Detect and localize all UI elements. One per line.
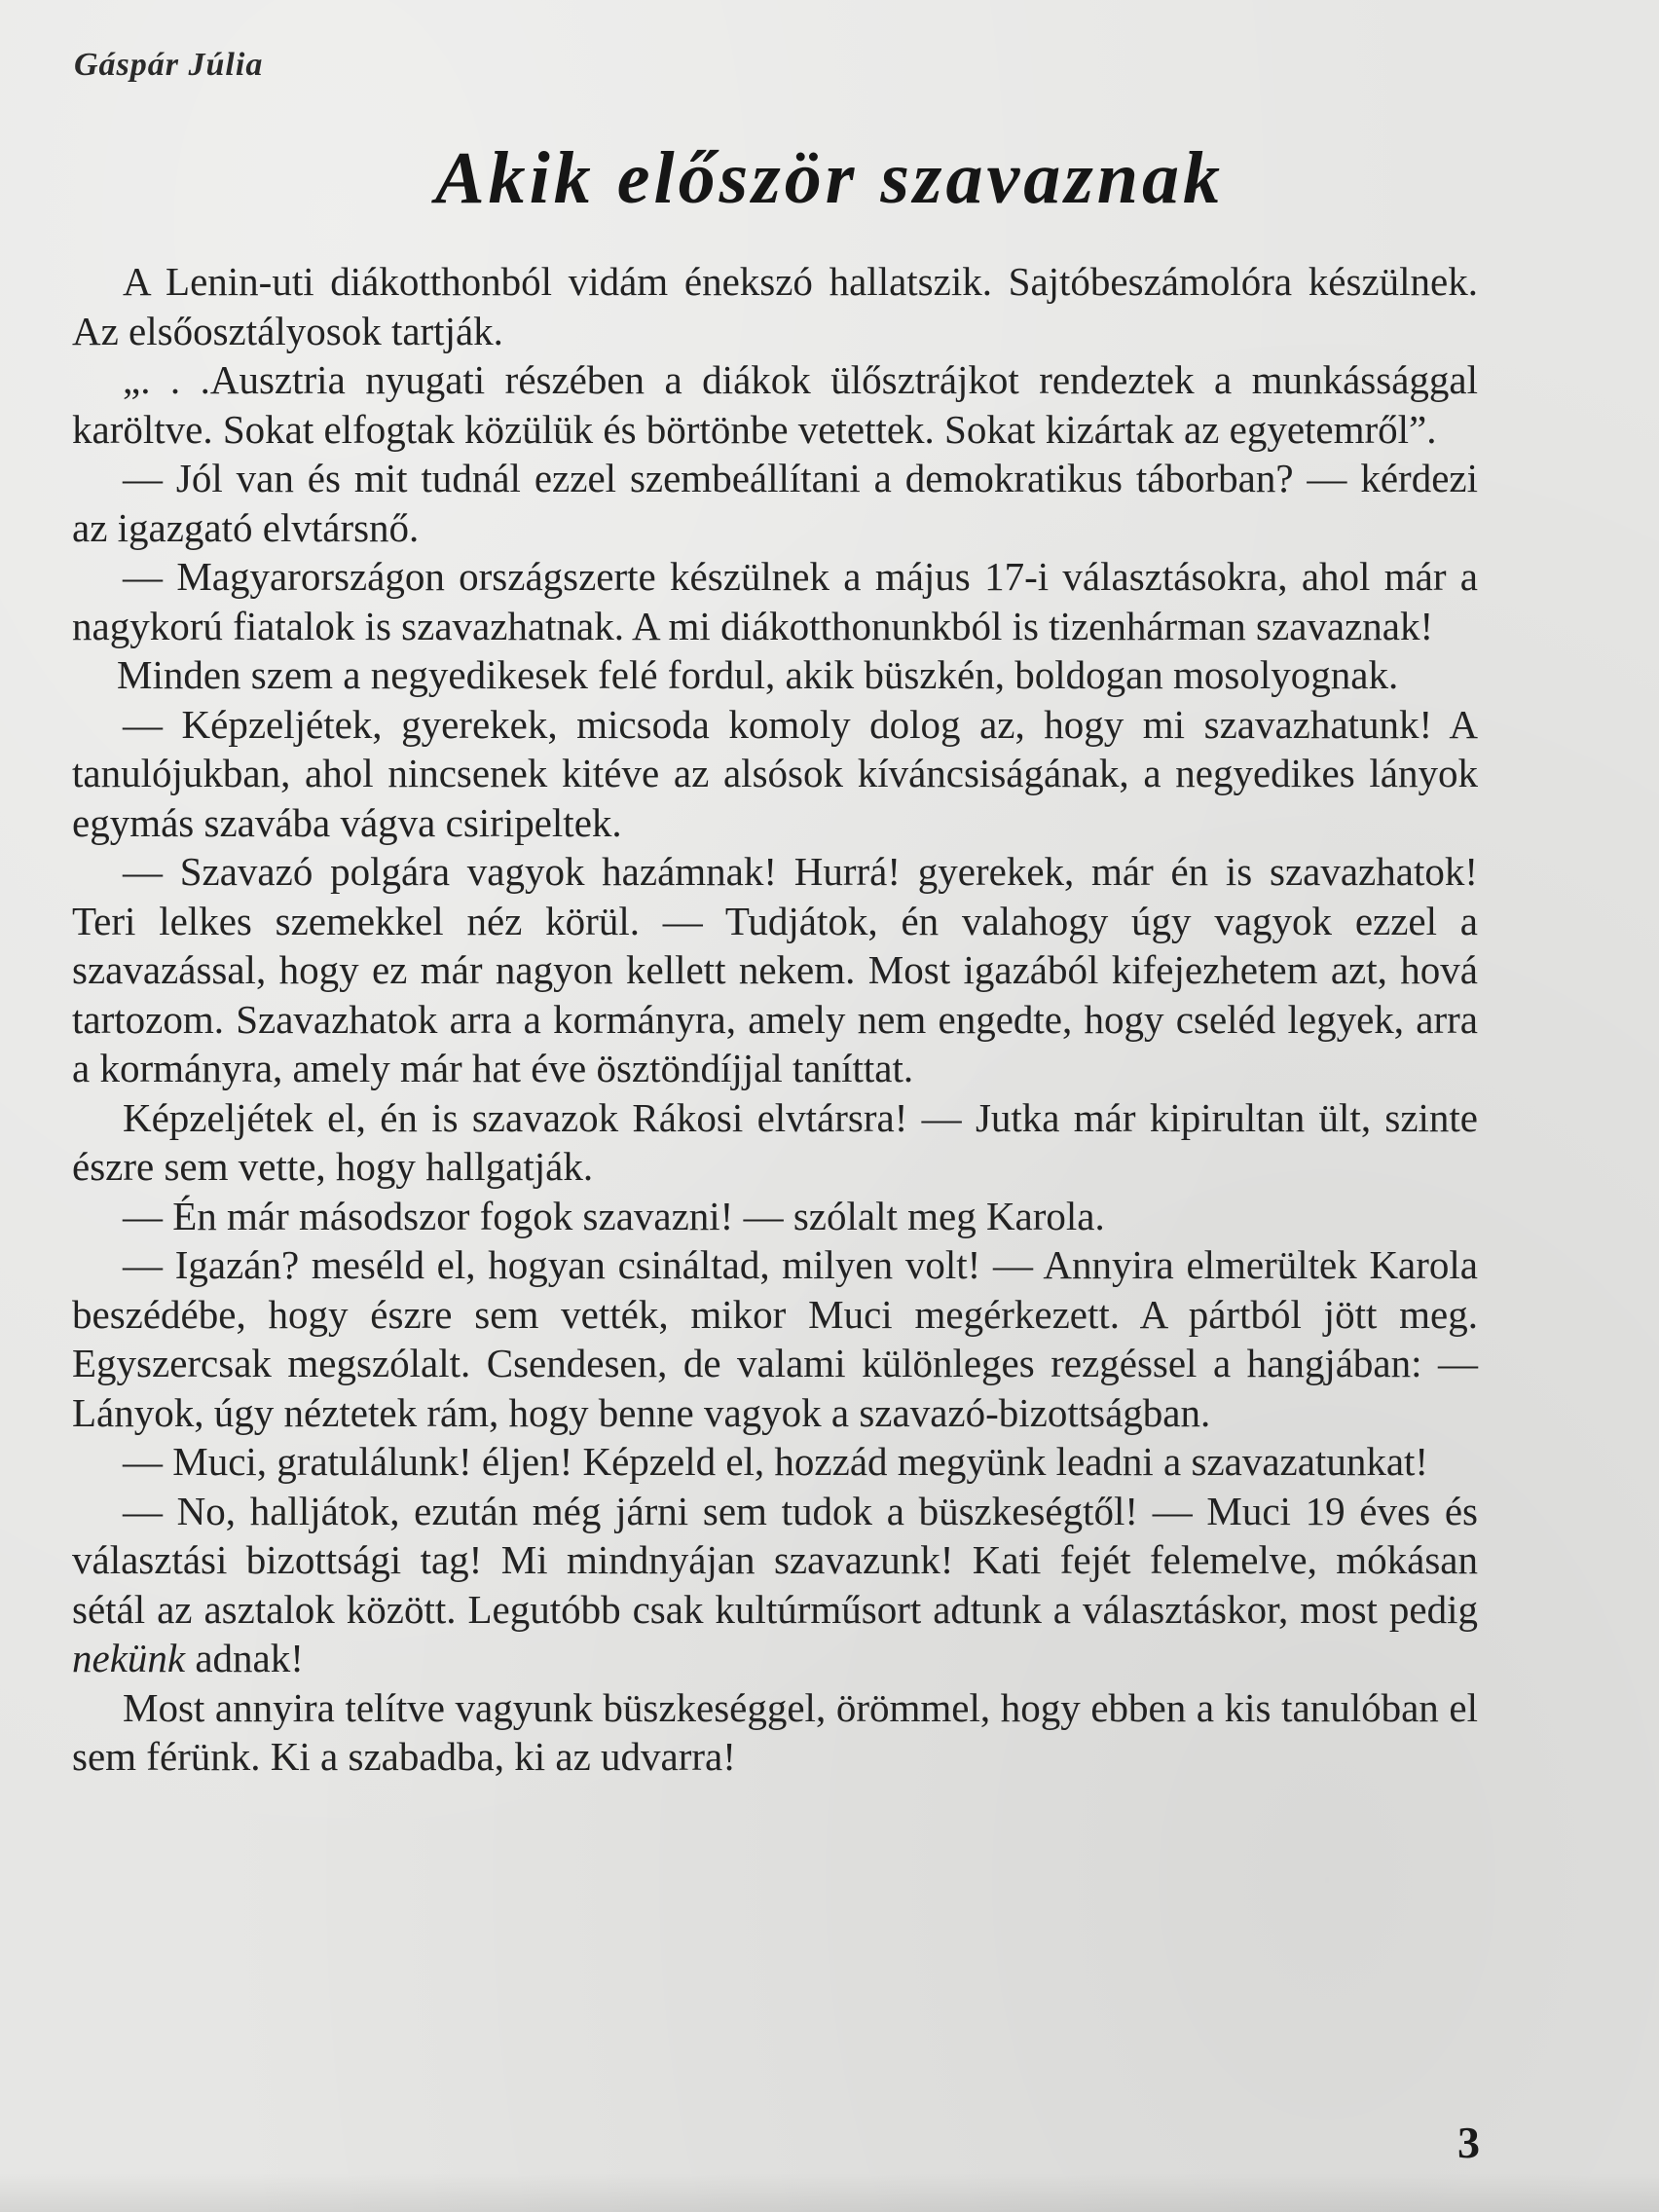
- emphasized-word: nekünk: [72, 1636, 186, 1680]
- paragraph: — Képzeljétek, gyerekek, micsoda komoly dolog az, hogy mi szavazhatunk! A tanulójukban, ahol nincsenek kitéve az alsósok kíváncsiságának, a negyedikes lányok egymás szavába vágva csiripeltek.: [72, 701, 1478, 845]
- page-number: 3: [1457, 2118, 1480, 2167]
- paragraph: — Magyarországon országszerte készülnek a május 17-i választásokra, ahol már a nagykorú fiatalok is szavazhatnak. A mi diákotthonunkból is tizenhárman szavaznak!: [72, 554, 1478, 648]
- page-edge-shadow: [0, 2173, 1659, 2212]
- article-body: [72, 257, 1478, 1782]
- author-name: Gáspár Júlia: [74, 47, 264, 83]
- paragraph: — Jól van és mit tudnál ezzel szembeállítani a demokratikus táborban? — kérdezi az igazgató elvtársnő.: [72, 456, 1478, 550]
- paragraph: A Lenin-uti diákotthonból vidám énekszó hallatszik. Sajtóbeszámolóra készülnek. Az elsőosztályosok tartják.: [72, 259, 1478, 353]
- paragraph-text: adnak!: [185, 1636, 304, 1680]
- paragraph: — Szavazó polgára vagyok hazámnak! Hurrá! gyerekek, már én is szavazhatok! Teri lelkes szemekkel néz körül. — Tudjátok, én valahogy úgy vagyok ezzel a szavazással, hogy ez már nagyon kellett nekem. Most igazából kifejezhetem azt, hová tartozom. Szavazhatok arra a kormányra, amely nem engedte, hogy cseléd legyek, arra a kormányra, amely már hat éve ösztöndíjjal taníttat.: [72, 849, 1478, 1090]
- paragraph-text: — No, halljátok, ezután még járni sem tudok a büszkeségtől! — Muci 19 éves és választási bizottsági tag! Mi mindnyájan szavazunk! Kati fejét felemelve, mókásan sétál az asztalok között. Legutóbb csak kultúrműsort adtunk a választáskor, most pedig: [72, 1488, 1478, 1632]
- paragraph: — Muci, gratulálunk! éljen! Képzeld el, hozzád megyünk leadni a szavazatunkat!: [123, 1439, 1429, 1484]
- paragraph: Minden szem a negyedikesek felé fordul, akik büszkén, boldogan mosolyognak.: [117, 652, 1399, 697]
- paragraph: — Igazán? meséld el, hogyan csináltad, milyen volt! — Annyira elmerültek Karola beszédébe, hogy észre sem vették, mikor Muci megérkezett. A pártból jött meg. Egyszercsak megszólalt. Csendesen, de valami különleges rezgéssel a hangjában: — Lányok, úgy néztetek rám, hogy benne vagyok a szavazó-bizottságban.: [72, 1242, 1478, 1435]
- paragraph: [72, 1487, 1478, 1683]
- paragraph: Most annyira telítve vagyunk büszkeséggel, örömmel, hogy ebben a kis tanulóban el sem férünk. Ki a szabadba, ki az udvarra!: [72, 1684, 1478, 1779]
- paragraph: „. . .Ausztria nyugati részében a diákok ülősztrájkot rendeztek a munkássággal karöltve. Sokat elfogtak közülük és börtönbe vetettek. Sokat kizártak az egyetemről”.: [72, 357, 1478, 452]
- article-title: Akik először szavaznak: [434, 137, 1225, 219]
- paragraph: Képzeljétek el, én is szavazok Rákosi elvtársra! — Jutka már kipirultan ült, szinte észre sem vette, hogy hallgatják.: [72, 1094, 1478, 1189]
- paragraph: — Én már másodszor fogok szavazni! — szólalt meg Karola.: [123, 1193, 1105, 1238]
